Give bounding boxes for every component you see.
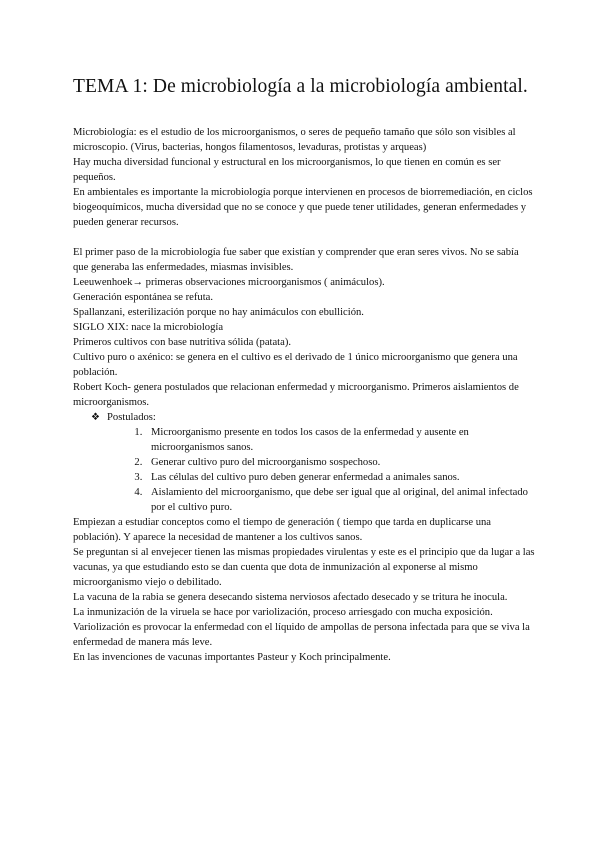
paragraph: Spallanzani, esterilización porque no hay animáculos con ebullición. <box>73 307 364 318</box>
paragraph: El primer paso de la microbiología fue saber que existían y comprender que eran seres vivos. No se sabía que generaba las enfermedades, miasmas invisibles. <box>73 247 519 273</box>
list-item: 1. Microorganismo presente en todos los casos de la enfermedad y ausente en microorganismos sanos. <box>145 425 535 455</box>
paragraph: La inmunización de la viruela se hace por variolización, proceso arriesgado con mucha exposición. Variolización es provocar la enfermedad con el líquido de ampollas de persona infectada para que se viva la enfermedad de manera más leve. <box>73 607 530 648</box>
paragraph: SIGLO XIX: nace la microbiología <box>73 322 224 333</box>
page-title: TEMA 1: De microbiología a la microbiología ambiental. <box>73 76 528 97</box>
paragraph: Microbiología: es el estudio de los microorganismos, o seres de pequeño tamaño que sólo son visibles al microscopio. (Virus, bacterias, hongos filamentosos, levaduras, protistas y arqueas) <box>73 127 516 153</box>
paragraph: Generación espontánea se refuta. <box>73 292 213 303</box>
list-item: 2. Generar cultivo puro del microorganismo sospechoso. <box>145 455 535 470</box>
paragraph: Se preguntan si al envejecer tienen las mismas propiedades virulentas y este es el principio que da lugar a las vacunas, ya que estudiando esto se dan cuenta que dota de inmunización al exponerse al mismo microorganismo viejo o debilitado. <box>73 547 535 588</box>
paragraph: Hay mucha diversidad funcional y estructural en los microorganismos, lo que tienen en común es ser pequeños. <box>73 157 501 183</box>
paragraph: Primeros cultivos con base nutritiva sólida (patata). <box>73 337 291 348</box>
postulados-heading <box>91 410 535 425</box>
postulados-list <box>73 425 535 515</box>
paragraph: Robert Koch- genera postulados que relacionan enfermedad y microorganismo. Primeros aislamientos de microorganismos. <box>73 382 519 408</box>
paragraph-gap <box>73 230 535 245</box>
diamond-bullet-icon: ❖ <box>91 412 100 423</box>
list-item: 4. Aislamiento del microorganismo, que debe ser igual que al original, del animal infectado por el cultivo puro. <box>145 485 535 515</box>
paragraph: En las invenciones de vacunas importantes Pasteur y Koch principalmente. <box>73 652 391 663</box>
postulados-section <box>73 410 535 425</box>
paragraph: Empiezan a estudiar conceptos como el tiempo de generación ( tiempo que tarda en duplicarse una población). Y aparece la necesidad de mantener a los cultivos sanos. <box>73 517 491 543</box>
paragraph: La vacuna de la rabia se genera desecando sistema nerviosos afectado desecado y se tritura he inocula. <box>73 592 508 603</box>
document-body <box>73 125 535 665</box>
paragraph: Leeuwenhoek→ primeras observaciones microorganismos ( animáculos). <box>73 277 385 288</box>
paragraph: En ambientales es importante la microbiología porque intervienen en procesos de biorremediación, en ciclos biogeoquímicos, mucha diversidad que no se conoce y que puede tener utilidades, generan enfermedades y pueden generar recursos. <box>73 187 533 228</box>
postulados-label: Postulados: <box>107 412 156 423</box>
paragraph: Cultivo puro o axénico: se genera en el cultivo es el derivado de 1 único microorganismo que genera una población. <box>73 352 518 378</box>
list-item: 3. Las células del cultivo puro deben generar enfermedad a animales sanos. <box>145 470 535 485</box>
